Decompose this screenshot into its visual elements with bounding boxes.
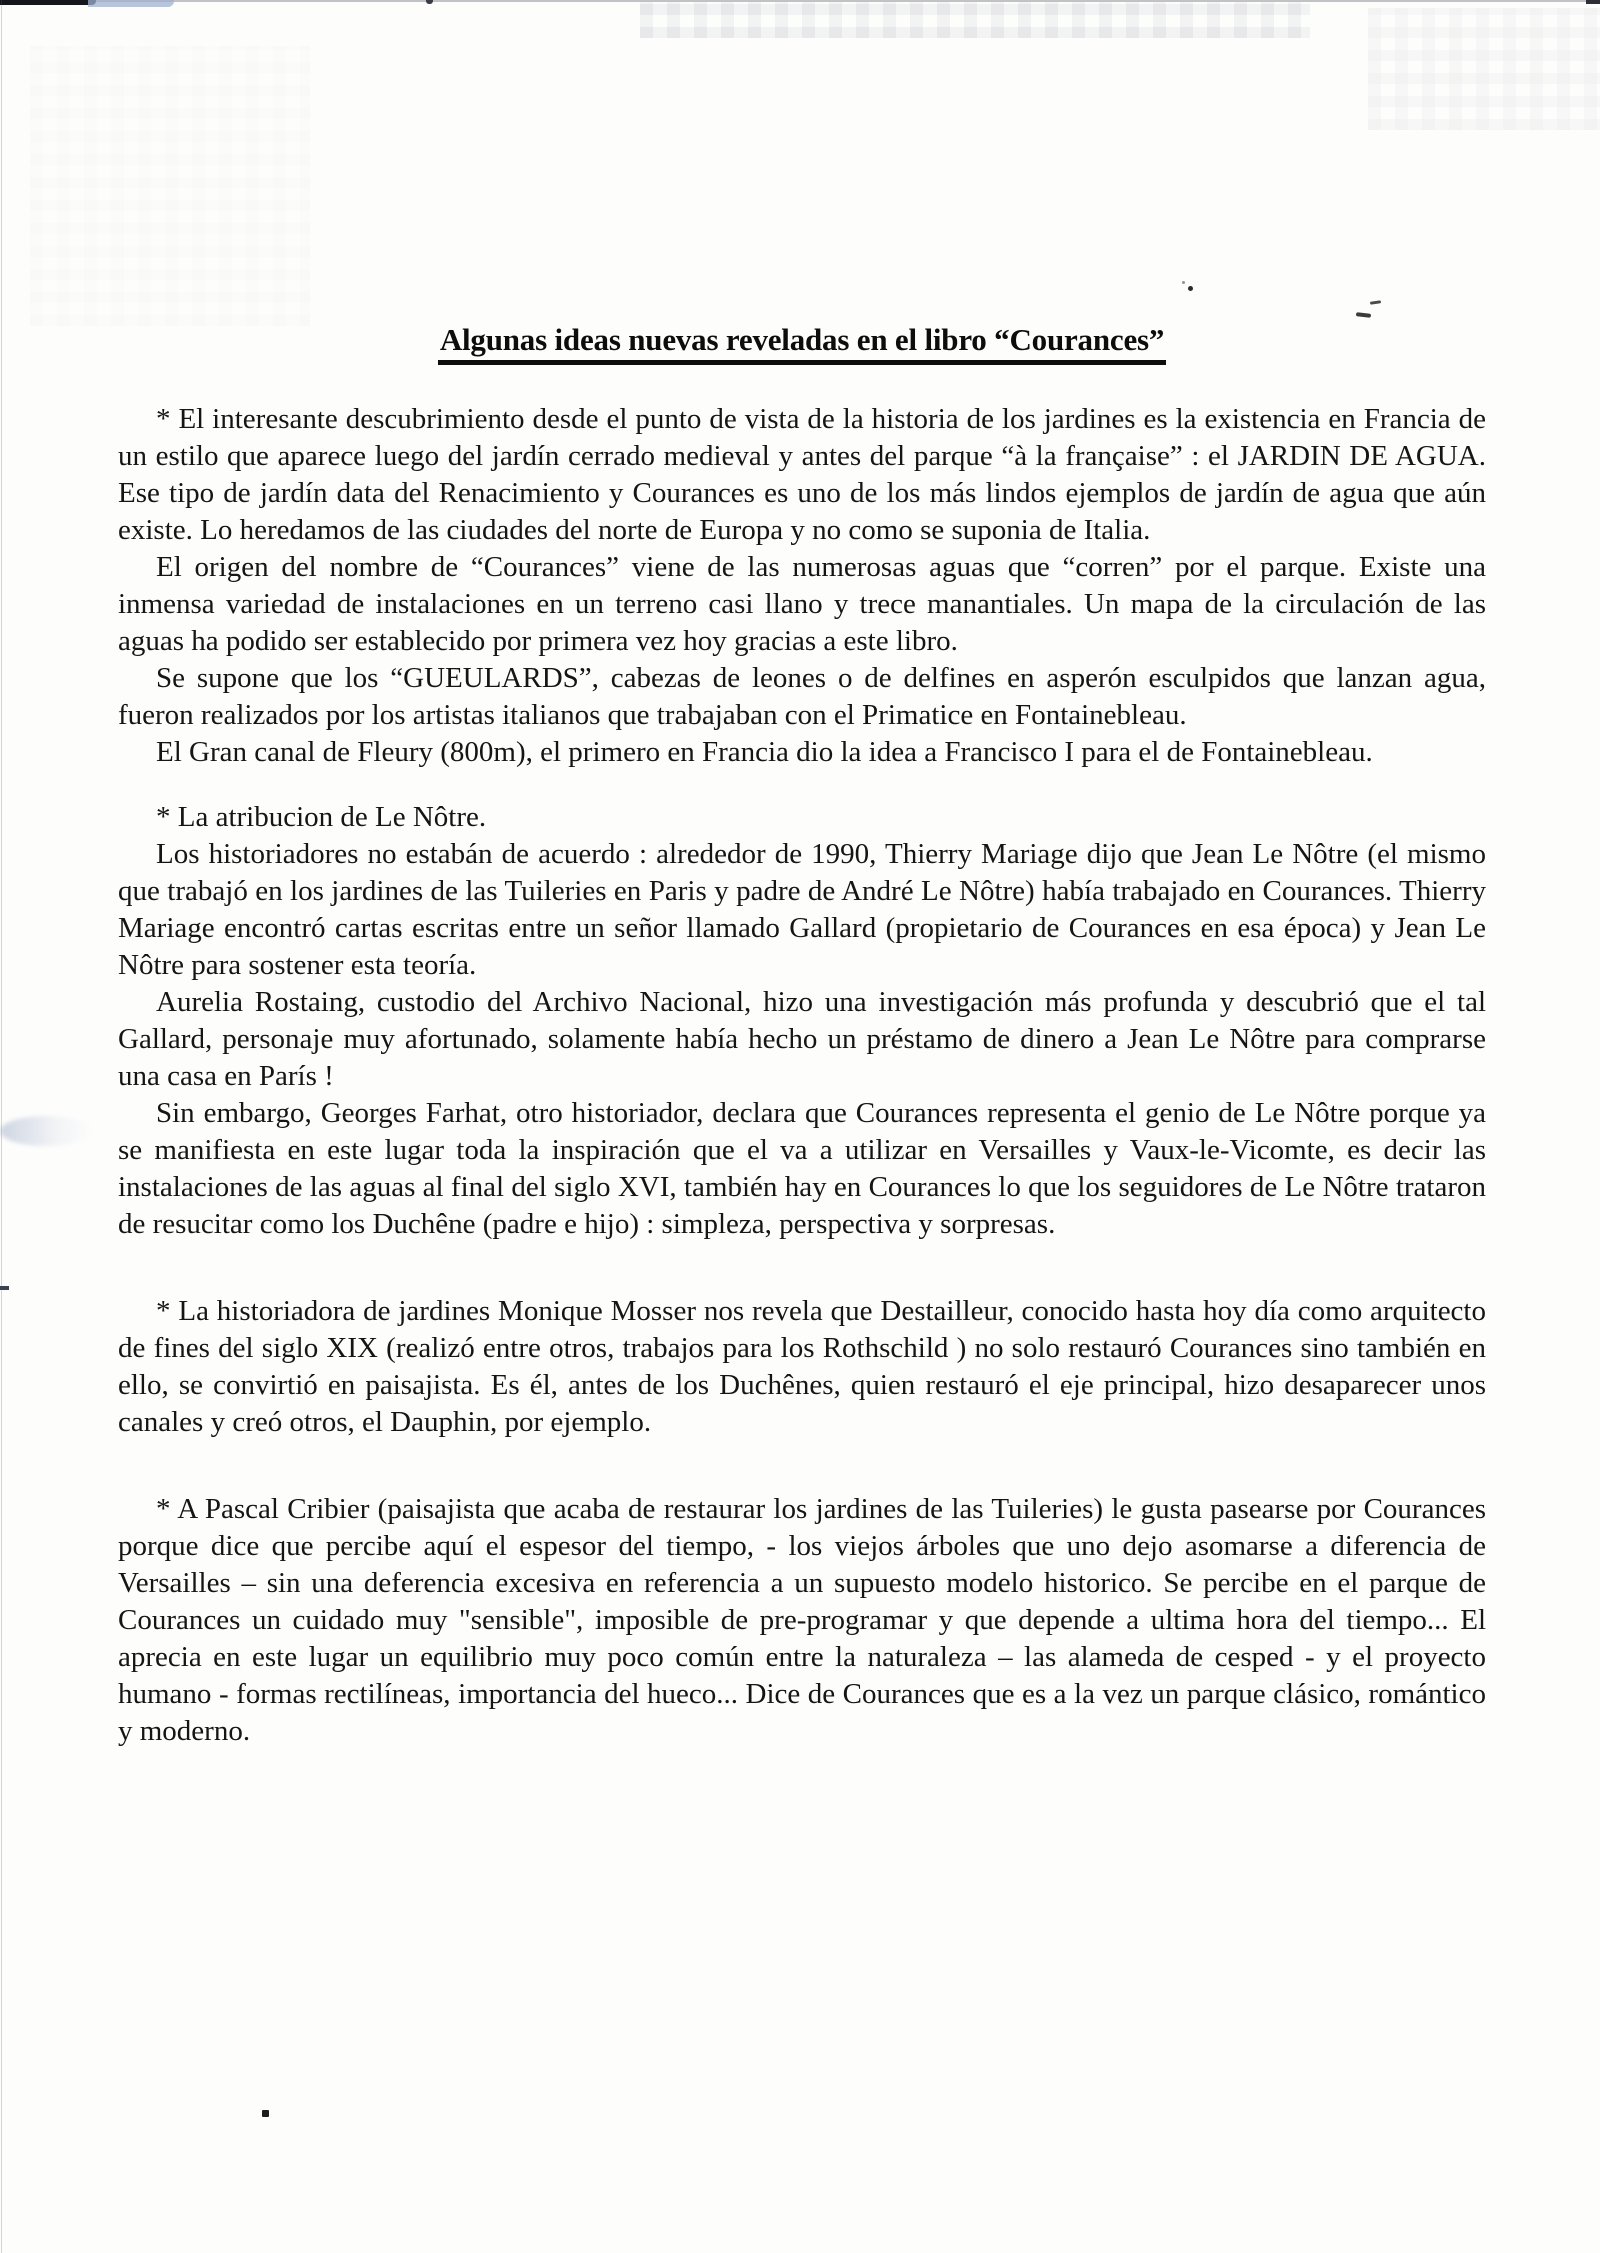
scan-top-right-edge-mark [1586, 0, 1600, 4]
paragraph-historiadores: Los historiadores no estabán de acuerdo : alrededor de 1990, Thierry Mariage dijo que Jean Le Nôtre (el mismo que trabajó en los jardines de las Tuileries en Paris y padre de André Le Nôtre) había trabajado en Courances. Thierry Mariage encontró cartas escritas entre un señor llamado Gallard (propietario de Courances en esa época) y Jean Le Nôtre para sostener esta teoría. [118, 838, 1486, 981]
scan-top-left-edge-mark [0, 0, 96, 5]
scan-noise-top-center [640, 2, 1310, 38]
paragraph-aurelia-rostaing: Aurelia Rostaing, custodio del Archivo Nacional, hizo una investigación más profunda y descubrió que el tal Gallard, personaje muy afortunado, solamente había hecho un préstamo de dinero a Jean Le Nôtre para comprarse una casa en París ! [118, 986, 1486, 1092]
scan-top-edge-line [0, 0, 1600, 2]
paragraph-pascal-cribier: * A Pascal Cribier (paisajista que acaba de restaurar los jardines de las Tuileries) le gusta pasearse por Courances porque dice que percibe aquí el espesor del tiempo, - los viejos árboles que uno dejo asomarse a diferencia de Versailles – sin una deferencia excesiva en referencia a un supuesto modelo historico. Se percibe en el parque de Courances un cuidado muy "sensible", imposible de pre-programar y que depende a ultima hora del tiempo... El aprecia en este lugar un equilibrio muy poco común entre la naturaleza – las alameda de cesped - y el proyecto humano - formas rectilíneas, importancia del hueco... Dice de Courances que es a la vez un parque clásico, romántico y moderno. [118, 1493, 1486, 1747]
paragraph-atribucion-heading: * La atribucion de Le Nôtre. [156, 801, 487, 833]
scan-speck-right-lower [1356, 312, 1371, 318]
document-body [118, 322, 1486, 1750]
scan-tick-left-margin [0, 1286, 9, 1290]
scan-left-edge-line [1, 0, 2, 2253]
paragraph-monique-mosser: * La historiadora de jardines Monique Mosser nos revela que Destailleur, conocido hasta hoy día como arquitecto de fines del siglo XIX (realizó entre otros, trabajos para los Rothschild ) no solo restauró Courances sino también en ello, se convirtió en paisajista. Es él, antes de los Duchênes, quien restauró el eje principal, hizo desaparecer unos canales y creó otros, el Dauphin, por ejemplo. [118, 1295, 1486, 1438]
paragraph-gran-canal: El Gran canal de Fleury (800m), el primero en Francia dio la idea a Francisco I para el de Fontainebleau. [156, 736, 1373, 768]
paragraph-origen-nombre: El origen del nombre de “Courances” viene de las numerosas aguas que “corren” por el parque. Existe una inmensa variedad de instalaciones en un terreno casi llano y trece manantiales. Un mapa de la circulación de las aguas ha podido ser establecido por primera vez hoy gracias a este libro. [118, 551, 1486, 657]
paragraph-jardin-de-agua: * El interesante descubrimiento desde el punto de vista de la historia de los jardines es la existencia en Francia de un estilo que aparece luego del jardín cerrado medieval y antes del parque “à la française” : el JARDIN DE AGUA. Ese tipo de jardín data del Renacimiento y Courances es uno de los más lindos ejemplos de jardín de agua que aún existe. Lo heredamos de las ciudades del norte de Europa y no como se suponia de Italia. [118, 403, 1486, 546]
document-title-text: Algunas ideas nuevas reveladas en el libro “Courances” [438, 322, 1166, 365]
scan-noise-left-margin [30, 46, 310, 326]
scan-speck-above-title [1188, 286, 1193, 291]
document-title [118, 322, 1486, 365]
scan-top-edge-dot [426, 0, 433, 4]
scan-dot-bottom-left [262, 2110, 269, 2117]
scan-top-left-blue-mark [88, 0, 174, 7]
paragraph-gueulards: Se supone que los “GUEULARDS”, cabezas de leones o de delfines en asperón esculpidos que lanzan agua, fueron realizados por los artistas italianos que trabajaban con el Primatice en Fontainebleau. [118, 662, 1486, 731]
paragraph-georges-farhat: Sin embargo, Georges Farhat, otro historiador, declara que Courances representa el genio de Le Nôtre porque ya se manifiesta en este lugar toda la inspiración que el va a utilizar en Versailles y Vaux-le-Vicomte, es decir las instalaciones de las aguas al final del siglo XVI, también hay en Courances lo que los seguidores de Le Nôtre trataron de resucitar como los Duchêne (padre e hijo) : simpleza, perspectiva y sorpresas. [118, 1097, 1486, 1240]
scan-noise-top-right [1368, 8, 1600, 130]
scan-smudge-left-margin [0, 1116, 92, 1146]
scan-speck-right-upper [1370, 300, 1381, 305]
